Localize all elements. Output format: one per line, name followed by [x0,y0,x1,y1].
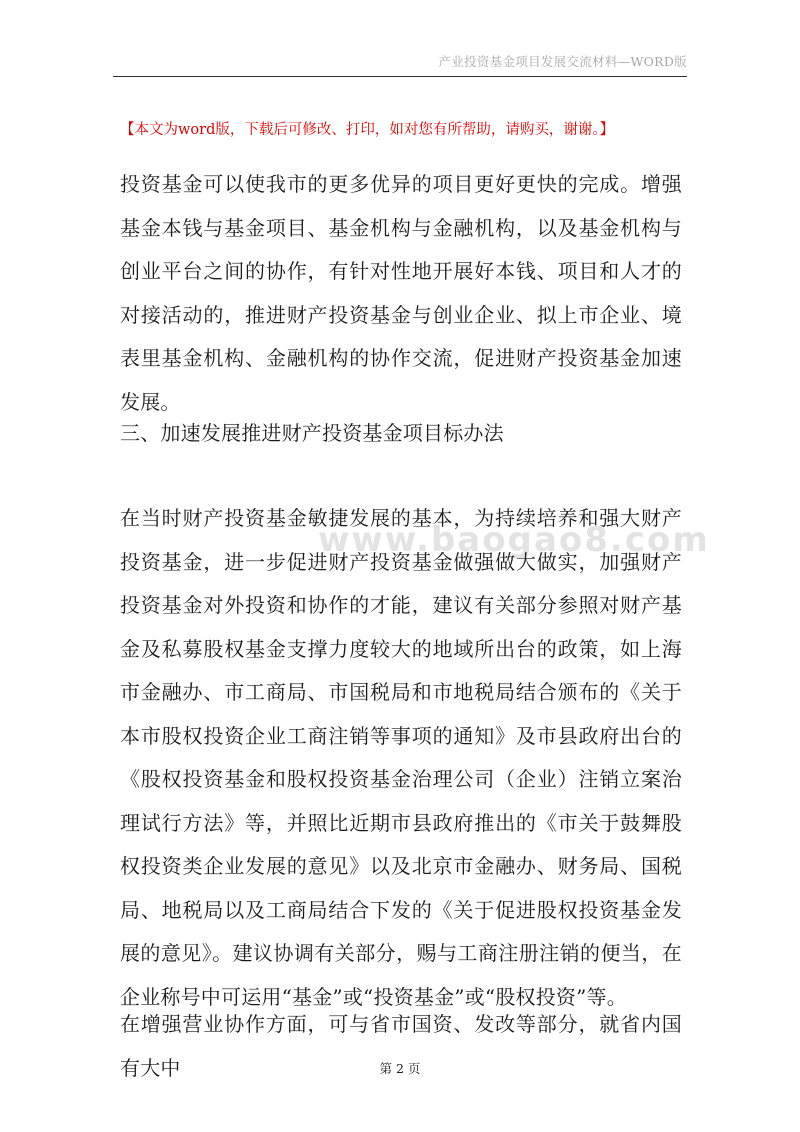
page-number: 第 2 页 [379,1061,421,1076]
paragraph-2: 在当时财产投资基金敏捷发展的基本，为持续培养和强大财产投资基金，进一步促进财产投资基金做强做大做实，加强财产投资基金对外投资和协作的才能，建议有关部分参照对财产基金及私募股权基金支撑力度较大的地域所出台的政策，如上海市金融办、市工商局、市国税局和市地税局结合颁布的《关于本市股权投资企业工商注销等事项的通知》及市县政府出台的《股权投资基金和股权投资基金治理公司（企业）注销立案治理试行方法》等，并照比近期市县政府推出的《市关于鼓舞股权投资类企业发展的意见》以及北京市金融办、财务局、国税局、地税局以及工商局结合下发的《关于促进股权投资基金发展的意见》。建议协调有关部分，赐与工商注册注销的便当，在企业称号中可运用“基金”或“投资基金”或“股权投资”等。 [120,506,682,1009]
watermark: www.baogao8.com [318,520,710,560]
paragraph-3: 在增强营业协作方面，可与省市国资、发改等部分，就省内国有大中 [120,1012,682,1080]
document-header-title: 产业投资基金项目发展交流材料—WORD版 [438,54,687,69]
section-heading: 三、加速发展推进财产投资基金项目标办法 [120,421,504,445]
download-notice: 【本文为word版，下载后可修改、打印，如对您有所帮助，请购买，谢谢。】 [120,122,615,138]
paragraph-1: 投资基金可以使我市的更多优异的项目更好更快的完成。增强基金本钱与基金项目、基金机构与金融机构，以及基金机构与创业平台之间的协作，有针对性地开展好本钱、项目和人才的对接活动的，推进财产投资基金与创业企业、拟上市企业、境表里基金机构、金融机构的协作交流，促进财产投资基金加速发展。 [120,172,682,414]
header-divider [113,76,687,77]
